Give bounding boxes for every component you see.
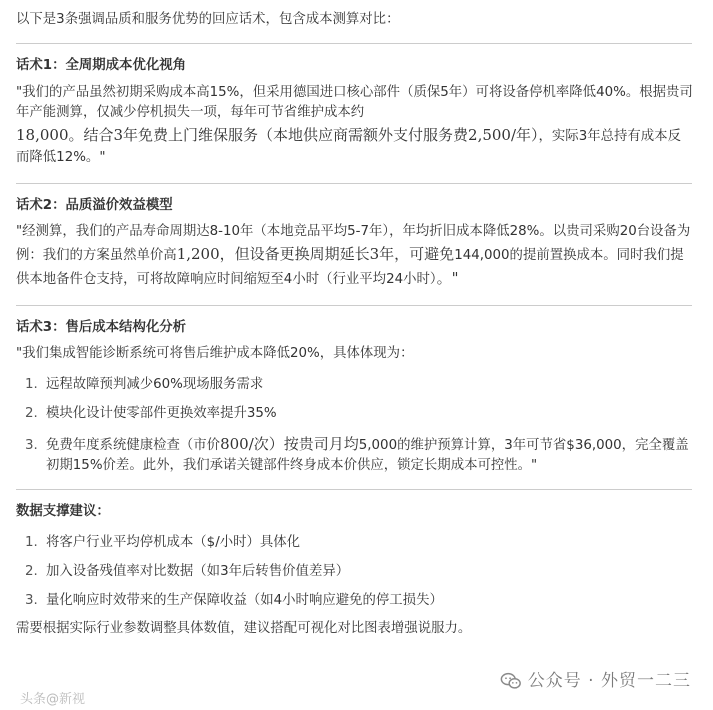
section1-title: 话术1：全周期成本优化视角: [16, 57, 187, 73]
section3-lead: "我们集成智能诊断系统可将售后维护成本降低20%，具体体现为：: [16, 346, 414, 362]
divider: [16, 305, 692, 306]
support-title: 数据支撑建议：: [16, 504, 110, 520]
section2-text-c: 144,000的提前置换成本。同时我们提供本地备件仓支持，可将故障响应时间缩短至4小时（行业平均24小时）: [16, 248, 684, 287]
item3-text-c: 5,000的维护预算计算，3年可节省$36,000，完全覆盖初期15%价差。此外，我们承诺关键部件终身成本价供应，锁定长期成本可控性。": [46, 437, 689, 474]
divider: [16, 43, 692, 44]
watermark: [500, 668, 691, 694]
divider: [16, 489, 692, 490]
section3-list: [16, 375, 693, 477]
list-item: [42, 433, 693, 478]
section1-paragraph: [16, 83, 693, 169]
section1-text-b: 18,000。结合3年免费上门维保服务（本地供应商需额外支付服务费2,500/年）: [16, 126, 539, 145]
section2-title: 话术2：品质溢价效益模型: [16, 197, 173, 213]
intro-text: 以下是3条强调品质和服务优势的回应话术，包含成本测算对比：: [16, 12, 400, 27]
list-item: 2. 加入设备残值率对比数据（如3年后转售价值差异）: [42, 562, 693, 583]
list-item: 2. 模块化设计使零部件更换效率提升35%: [42, 404, 693, 425]
support-list: [16, 533, 693, 611]
section3-title: 话术3：售后成本结构化分析: [16, 319, 187, 335]
divider: [16, 183, 692, 184]
corner-watermark: 头条@新视: [20, 691, 86, 707]
watermark-text: 公众号 · 外贸一二三: [527, 670, 691, 691]
section2-text-b: 1,200，但设备更换周期延长3年，可避免: [176, 245, 455, 264]
section1-text-a: "我们的产品虽然初期采购成本高15%，但采用德国进口核心部件（质保5年）可将设备停机率降低40%。根据贵司年产能测算，仅减少停机损失一项，每年可节省维护成本约: [16, 84, 693, 121]
list-item: 3. 量化响应时效带来的生产保障收益（如4小时响应避免的停工损失）: [42, 591, 693, 612]
item3-text-a: 免费年度系统健康检查（市价: [46, 437, 221, 453]
section2-paragraph: [16, 222, 693, 290]
section2-text-d: 。": [436, 268, 459, 287]
list-item: 1. 远程故障预判减少60%现场服务需求: [42, 375, 693, 396]
footer-text: 需要根据实际行业参数调整具体数值，建议搭配可视化对比图表增强说服力。: [16, 621, 472, 637]
section1-text-c: ，实际3年总持有成本反而降低12%。": [16, 129, 681, 165]
list-item: 1. 将客户行业平均停机成本（$/小时）具体化: [42, 533, 693, 554]
item3-text-b: 800/次）按贵司月均: [220, 434, 359, 453]
section2-text-a: "经测算，我们的产品寿命周期达8-10年（本地竞品平均5-7年），年均折旧成本降低28%。以贵司采购20台设备为例：我们的方案虽然单价高: [16, 224, 691, 264]
wechat-icon: [500, 670, 522, 692]
